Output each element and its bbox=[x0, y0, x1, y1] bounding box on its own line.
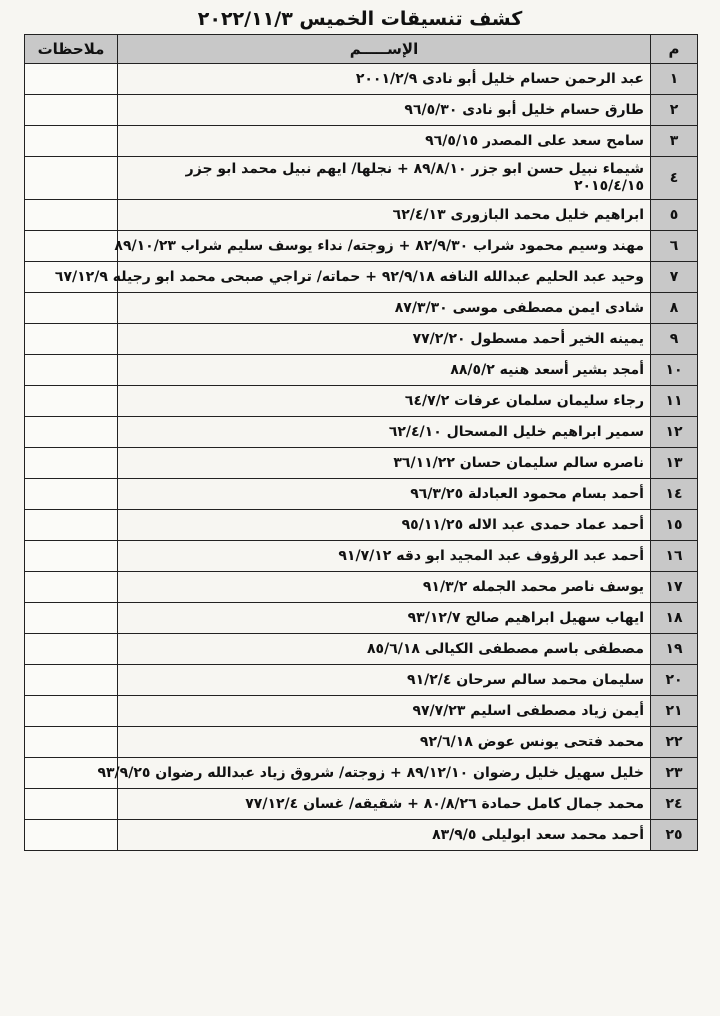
row-name: سليمان محمد سالم سرحان ٩١/٢/٤ bbox=[118, 665, 651, 696]
row-name: مهند وسيم محمود شراب ٨٢/٩/٣٠ + زوجته/ نداء يوسف سليم شراب ٨٩/١٠/٢٣ bbox=[118, 231, 651, 262]
row-notes bbox=[25, 665, 118, 696]
row-notes bbox=[25, 820, 118, 851]
row-name: خليل سهيل خليل رضوان ٨٩/١٢/١٠ + زوجته/ شروق زياد عبدالله رضوان ٩٣/٩/٢٥ bbox=[118, 758, 651, 789]
row-notes bbox=[25, 126, 118, 157]
page-title: كشف تنسيقات الخميس ٢٠٢٢/١١/٣ bbox=[197, 8, 523, 30]
row-name: أمجد بشير أسعد هنيه ٨٨/٥/٢ bbox=[118, 355, 651, 386]
table-header-row bbox=[25, 35, 698, 64]
row-number: ١٥ bbox=[651, 510, 698, 541]
row-name: أحمد محمد سعد ابوليلى ٨٣/٩/٥ bbox=[118, 820, 651, 851]
table-row bbox=[25, 157, 698, 200]
row-name: محمد فتحى يونس عوض ٩٢/٦/١٨ bbox=[118, 727, 651, 758]
row-number: ١١ bbox=[651, 386, 698, 417]
row-name: مصطفى باسم مصطفى الكيالى ٨٥/٦/١٨ bbox=[118, 634, 651, 665]
table-row bbox=[25, 324, 698, 355]
row-number: ٢٢ bbox=[651, 727, 698, 758]
row-notes bbox=[25, 448, 118, 479]
table-row bbox=[25, 510, 698, 541]
table-row bbox=[25, 789, 698, 820]
table-row bbox=[25, 126, 698, 157]
table-row bbox=[25, 200, 698, 231]
row-notes bbox=[25, 95, 118, 126]
row-notes bbox=[25, 572, 118, 603]
table-row bbox=[25, 386, 698, 417]
table-row bbox=[25, 820, 698, 851]
row-notes bbox=[25, 789, 118, 820]
row-number: ٢٣ bbox=[651, 758, 698, 789]
row-number: ٢٤ bbox=[651, 789, 698, 820]
table-row bbox=[25, 727, 698, 758]
row-notes bbox=[25, 355, 118, 386]
row-notes bbox=[25, 510, 118, 541]
row-notes bbox=[25, 324, 118, 355]
row-number: ١٩ bbox=[651, 634, 698, 665]
row-number: ١٦ bbox=[651, 541, 698, 572]
row-number: ١ bbox=[651, 64, 698, 95]
column-header-notes: ملاحظات bbox=[25, 35, 118, 64]
row-notes bbox=[25, 541, 118, 572]
row-number: ٢١ bbox=[651, 696, 698, 727]
row-number: ٨ bbox=[651, 293, 698, 324]
row-name: محمد جمال كامل حمادة ٨٠/٨/٢٦ + شقيقه/ غسان ٧٧/١٢/٤ bbox=[118, 789, 651, 820]
row-name: أحمد عماد حمدى عبد الاله ٩٥/١١/٢٥ bbox=[118, 510, 651, 541]
table-row bbox=[25, 448, 698, 479]
table-row bbox=[25, 696, 698, 727]
table-row bbox=[25, 95, 698, 126]
row-name: سامح سعد على المصدر ٩٦/٥/١٥ bbox=[118, 126, 651, 157]
row-number: ٢ bbox=[651, 95, 698, 126]
table-row bbox=[25, 64, 698, 95]
table-row bbox=[25, 231, 698, 262]
names-table bbox=[24, 34, 698, 851]
row-notes bbox=[25, 64, 118, 95]
row-number: ٧ bbox=[651, 262, 698, 293]
row-number: ١٢ bbox=[651, 417, 698, 448]
table-row bbox=[25, 355, 698, 386]
row-notes bbox=[25, 157, 118, 200]
table-row bbox=[25, 665, 698, 696]
table-row bbox=[25, 603, 698, 634]
row-notes bbox=[25, 200, 118, 231]
row-name: أيمن زياد مصطفى اسليم ٩٧/٧/٢٣ bbox=[118, 696, 651, 727]
table-row bbox=[25, 541, 698, 572]
row-notes bbox=[25, 293, 118, 324]
table-row bbox=[25, 572, 698, 603]
column-header-num: م bbox=[651, 35, 698, 64]
row-number: ١٧ bbox=[651, 572, 698, 603]
table-row bbox=[25, 293, 698, 324]
row-name: ناصره سالم سليمان حسان ٣٦/١١/٢٢ bbox=[118, 448, 651, 479]
row-name: سمير ابراهيم خليل المسحال ٦٢/٤/١٠ bbox=[118, 417, 651, 448]
row-name: طارق حسام خليل أبو نادى ٩٦/٥/٣٠ bbox=[118, 95, 651, 126]
row-notes bbox=[25, 603, 118, 634]
row-number: ٦ bbox=[651, 231, 698, 262]
row-notes bbox=[25, 634, 118, 665]
table-row bbox=[25, 262, 698, 293]
row-name: يمينه الخير أحمد مسطول ٧٧/٢/٢٠ bbox=[118, 324, 651, 355]
row-number: ٥ bbox=[651, 200, 698, 231]
row-number: ٤ bbox=[651, 157, 698, 200]
row-number: ٢٠ bbox=[651, 665, 698, 696]
table-row bbox=[25, 479, 698, 510]
row-number: ١٨ bbox=[651, 603, 698, 634]
row-notes bbox=[25, 479, 118, 510]
row-name: وحيد عبد الحليم عبدالله النافه ٩٢/٩/١٨ + حماته/ تراجي صبحى محمد ابو رجيله ٦٧/١٢/٩ bbox=[118, 262, 651, 293]
row-number: ١٤ bbox=[651, 479, 698, 510]
row-notes bbox=[25, 727, 118, 758]
row-name: أحمد بسام محمود العبادلة ٩٦/٣/٢٥ bbox=[118, 479, 651, 510]
table-row bbox=[25, 758, 698, 789]
row-notes bbox=[25, 417, 118, 448]
row-name: ابراهيم خليل محمد البازورى ٦٢/٤/١٣ bbox=[118, 200, 651, 231]
row-name: عبد الرحمن حسام خليل أبو نادى ٢٠٠١/٢/٩ bbox=[118, 64, 651, 95]
row-number: ٣ bbox=[651, 126, 698, 157]
row-notes bbox=[25, 231, 118, 262]
row-notes bbox=[25, 696, 118, 727]
row-number: ١٠ bbox=[651, 355, 698, 386]
row-name: شيماء نبيل حسن ابو جزر ٨٩/٨/١٠ + نجلها/ ايهم نبيل محمد ابو جزر ٢٠١٥/٤/١٥ bbox=[118, 157, 651, 200]
column-header-name: الإســـــم bbox=[118, 35, 651, 64]
row-number: ٩ bbox=[651, 324, 698, 355]
row-name: ايهاب سهيل ابراهيم صالح ٩٣/١٢/٧ bbox=[118, 603, 651, 634]
row-number: ٢٥ bbox=[651, 820, 698, 851]
row-name: شادى ايمن مصطفى موسى ٨٧/٣/٣٠ bbox=[118, 293, 651, 324]
table-row bbox=[25, 417, 698, 448]
row-name: يوسف ناصر محمد الجمله ٩١/٣/٢ bbox=[118, 572, 651, 603]
table-row bbox=[25, 634, 698, 665]
row-number: ١٣ bbox=[651, 448, 698, 479]
row-name: أحمد عبد الرؤوف عبد المجيد ابو دقه ٩١/٧/١٢ bbox=[118, 541, 651, 572]
row-notes bbox=[25, 386, 118, 417]
row-name: رجاء سليمان سلمان عرفات ٦٤/٧/٢ bbox=[118, 386, 651, 417]
